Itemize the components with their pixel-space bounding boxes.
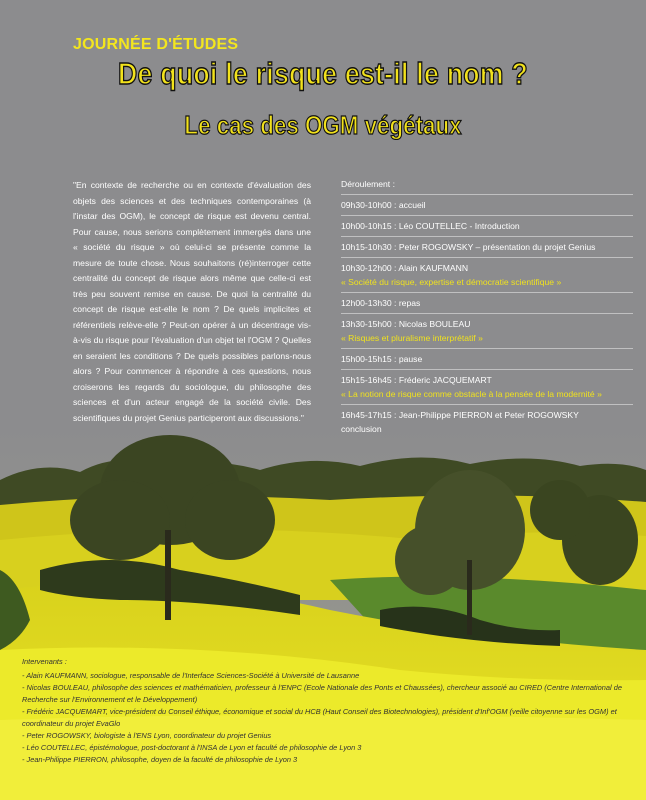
programme-item [341,349,633,370]
intro-text: "En contexte de recherche ou en contexte d'évaluation des objets des sciences et des techniques contemporaines (à l'instar des OGM), le concept de risque est devenu central. Pour cause, nous serions complètement immergés dans une « société du risque » où celui-ci se présente comme la mesure de toute chose. Nous souhaitons (ré)interroger cette centralité du concept de risque alors même que celle-ci est très peu souvent remise en cause. De quoi la centralité du concept de risque est-elle le nom ? De quels implicites et référentiels relève-elle ? Peut-on opérer à un décentrage vis-à-vis du risque pour l'évaluation d'un objet tel l'OGM ? Quelles en seraient les conditions ? De quels possibles parlons-nous alors ? Pour commencer à répondre à ces questions, nous croiserons les regards du sociologue, du philosophe des sciences et d'un acteur engagé de la société civile. Des scientifiques du projet Genius participeront aux discussions." [73,180,311,423]
programme-line: 15h15-16h45 : Fréderic JACQUEMART [341,375,492,385]
programme-talk-title: « La notion de risque comme obstacle à la pensée de la modernité » [341,389,602,399]
programme-line: 15h00-15h15 : pause [341,354,423,364]
speaker-item: - Frédéric JACQUEMART, vice-président du Conseil éthique, économique et social du HCB (Haut Conseil des Biotechnologies), président d'Inf'OGM (veille citoyenne sur les OGM) et coordinateur du projet EvaGlo [22,707,617,728]
programme-item [341,237,633,258]
programme-talk-title: « Société du risque, expertise et démocratie scientifique » [341,277,562,287]
programme-talk-title: « Risques et pluralisme interprétatif » [341,333,483,343]
programme-item [341,216,633,237]
programme-item [341,258,633,293]
speakers-heading: Intervenants : [22,657,67,666]
speaker-item: - Léo COUTELLEC, épistémologue, post-doctorant à l'INSA de Lyon et faculté de philosophie de Lyon 3 [22,743,362,752]
programme-item [341,293,633,314]
page-subtitle: Le cas des OGM végétaux [184,110,462,140]
speaker-item: - Peter ROGOWSKY, biologiste à l'ENS Lyon, coordinateur du projet Genius [22,731,272,740]
programme-line: 12h00-13h30 : repas [341,298,421,308]
programme-item [341,195,633,216]
programme-line: 10h15-10h30 : Peter ROGOWSKY – présentation du projet Genius [341,242,596,252]
programme-line: 09h30-10h00 : accueil [341,200,426,210]
programme-line: 16h45-17h15 : Jean-Philippe PIERRON et Peter ROGOWSKY [341,410,579,420]
speakers [22,656,622,766]
speaker-item: - Alain KAUFMANN, sociologue, responsable de l'Interface Sciences-Société à Université de Lausanne [22,671,360,680]
event-kicker: JOURNÉE D'ÉTUDES [73,36,239,53]
programme-line: 13h30-15h00 : Nicolas BOULEAU [341,319,471,329]
speaker-item: - Jean-Philippe PIERRON, philosophe, doyen de la faculté de philosophie de Lyon 3 [22,755,298,764]
page-title: De quoi le risque est-il le nom ? [118,56,528,91]
programme-item [341,314,633,349]
programme-line: 10h00-10h15 : Léo COUTELLEC - Introduction [341,221,520,231]
programme-item [341,405,633,439]
programme-heading: Déroulement : [341,179,395,189]
speaker-item: - Nicolas BOULEAU, philosophe des sciences et mathématicien, professeur à l'ENPC (Ecole Nationale des Ponts et Chaussées), chercheur associé au CIRED (Centre International de Recherche sur l'Environnement et le Développement) [22,683,622,704]
programme-item [341,370,633,405]
programme-line-2: conclusion [341,424,382,434]
programme-line: 10h30-12h00 : Alain KAUFMANN [341,263,469,273]
programme [341,178,641,439]
